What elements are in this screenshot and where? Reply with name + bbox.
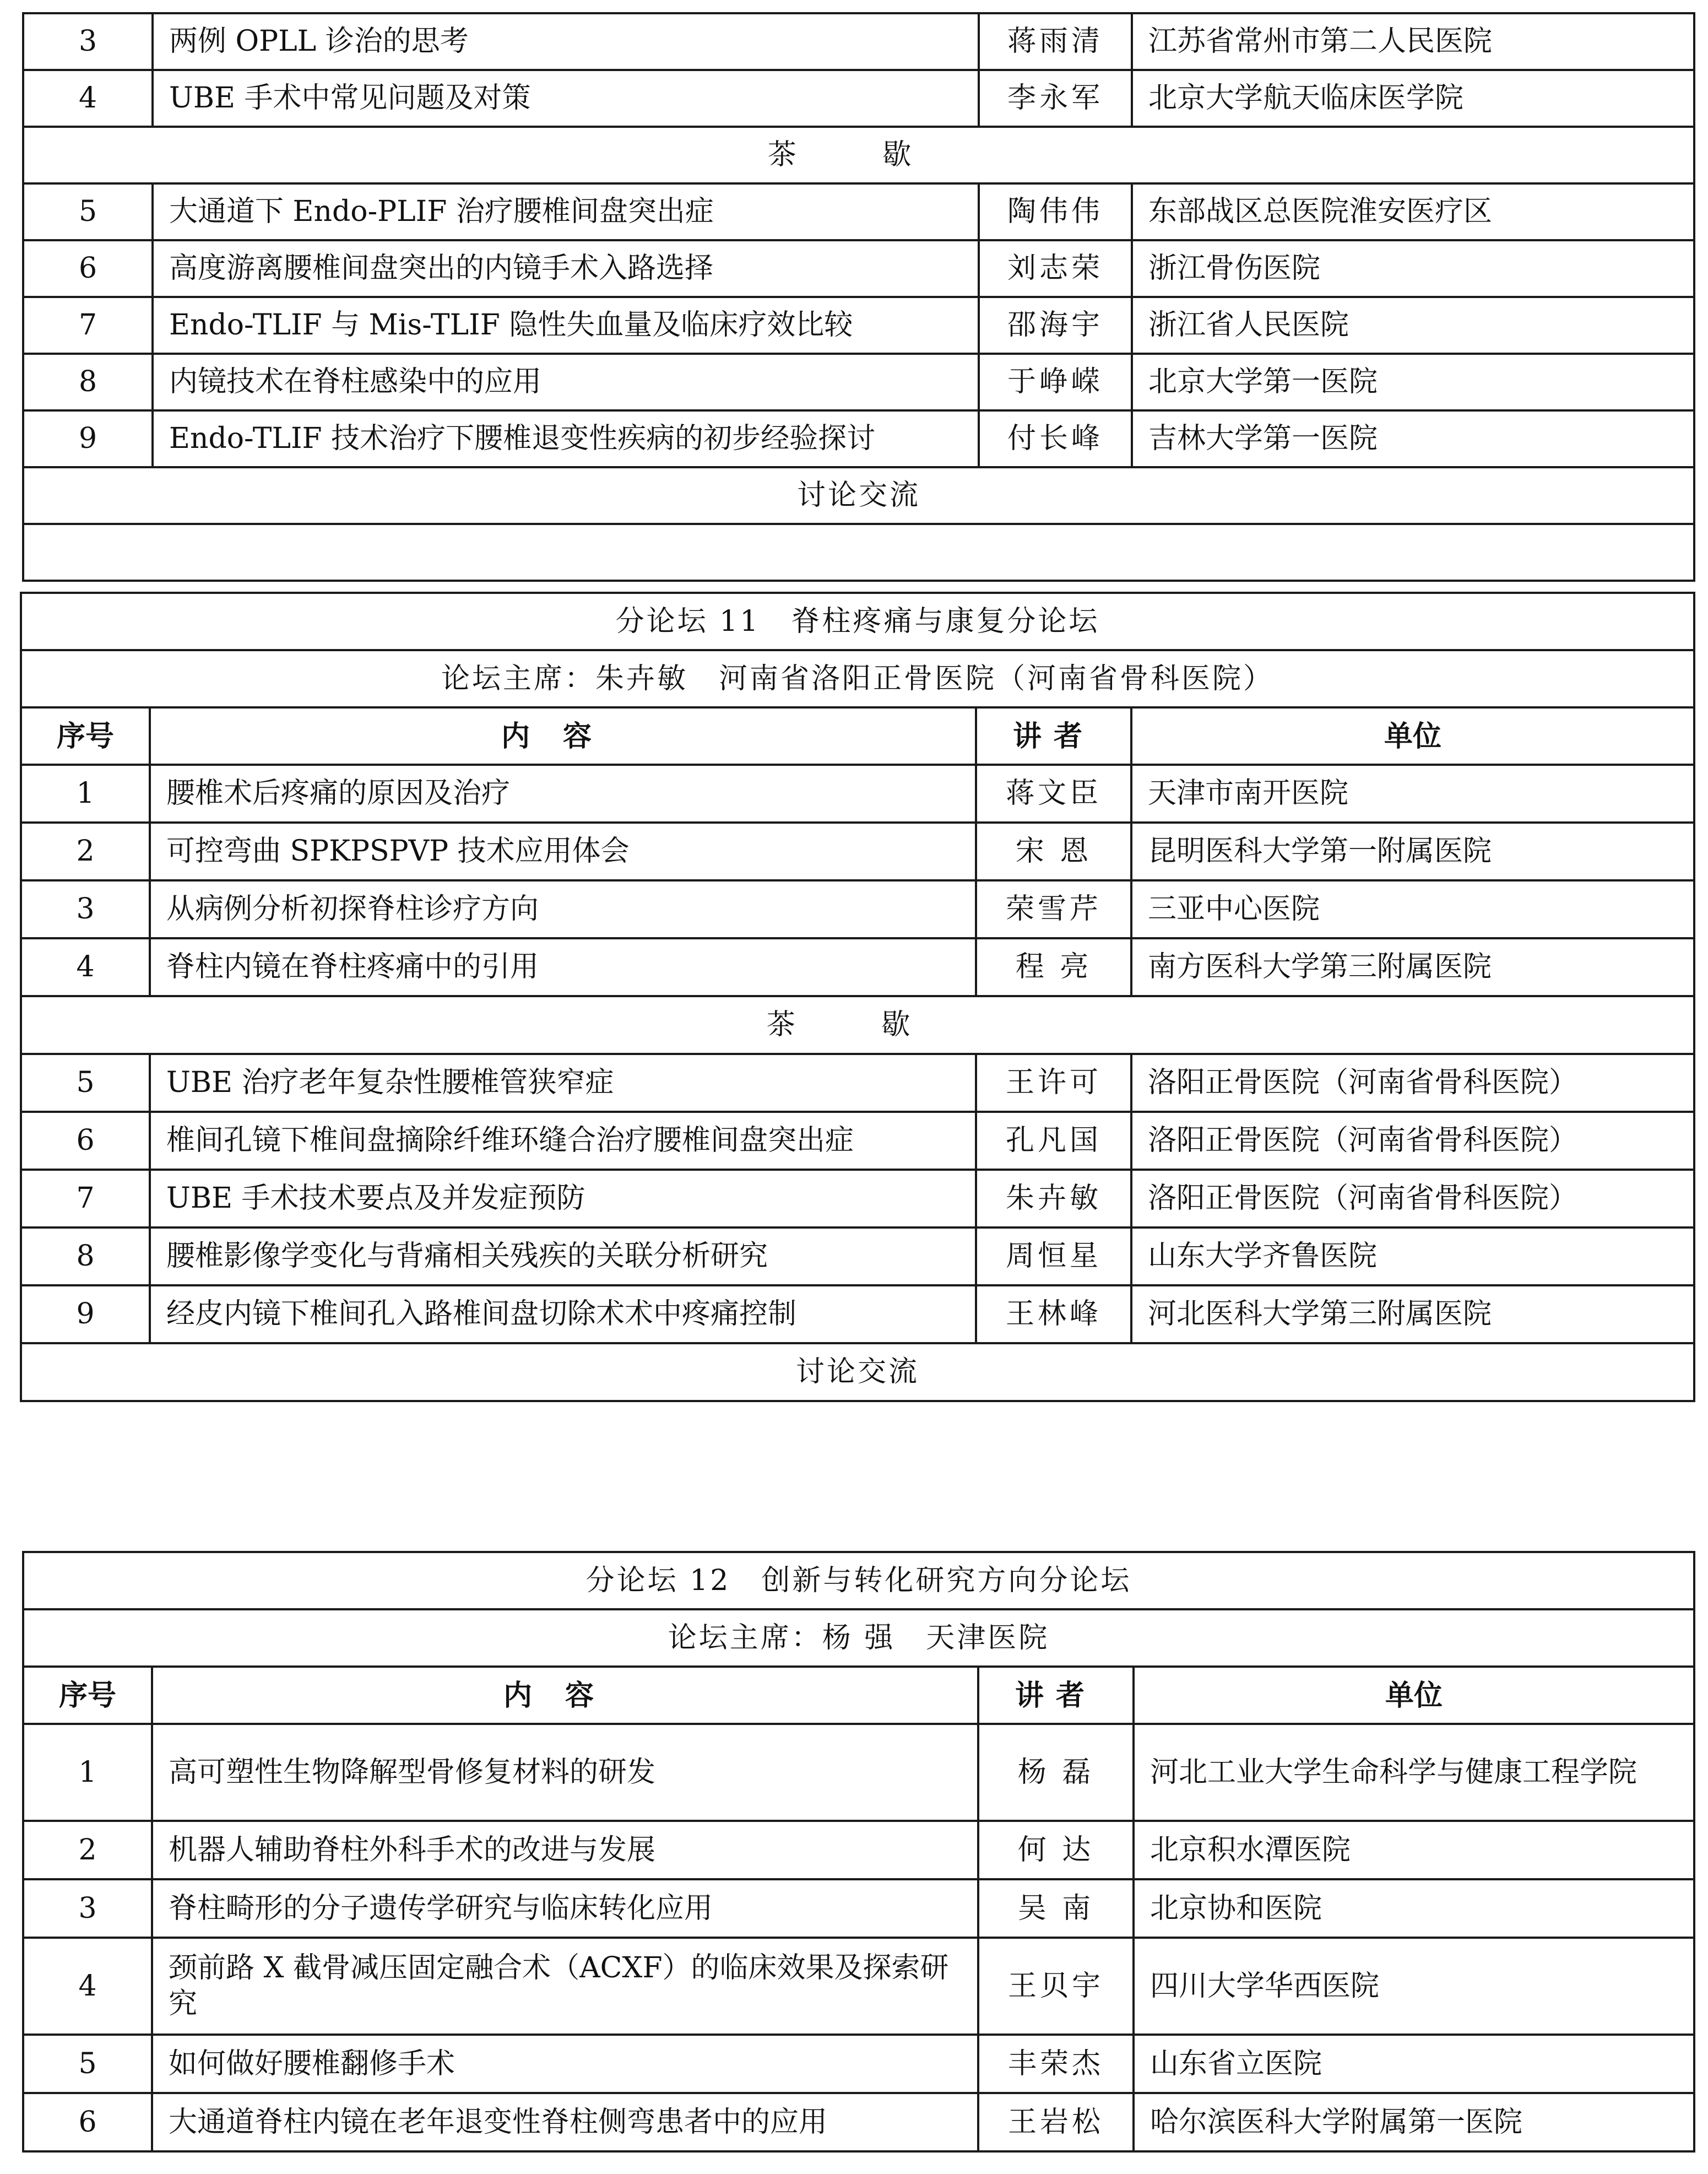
speaker-organization: 浙江骨伤医院 xyxy=(1132,240,1694,297)
speaker-name: 蒋雨清 xyxy=(979,13,1132,70)
speaker-organization: 山东大学齐鲁医院 xyxy=(1131,1227,1694,1285)
tea-break-row: 茶 歇 xyxy=(23,127,1694,183)
speaker-organization: 洛阳正骨医院（河南省骨科医院） xyxy=(1131,1054,1694,1112)
speaker-name: 丰荣杰 xyxy=(978,2035,1134,2093)
empty-row xyxy=(23,524,1694,581)
table-row xyxy=(23,1724,1694,1821)
table-row xyxy=(21,823,1694,880)
talk-topic: 可控弯曲 SPKPSPVP 技术应用体会 xyxy=(150,823,976,880)
talk-topic: 机器人辅助脊柱外科手术的改进与发展 xyxy=(152,1821,978,1879)
schedule-table-continued xyxy=(22,12,1695,582)
speaker-organization: 河北工业大学生命科学与健康工程学院 xyxy=(1134,1724,1694,1821)
row-number: 7 xyxy=(23,297,153,354)
speaker-name: 蒋文臣 xyxy=(976,765,1131,823)
forum11-header-row xyxy=(21,707,1694,765)
forum12-table xyxy=(22,1551,1695,2153)
row-number: 8 xyxy=(23,354,153,410)
table-row xyxy=(21,1112,1694,1170)
talk-topic: UBE 手术中常见问题及对策 xyxy=(153,70,979,127)
speaker-name: 何 达 xyxy=(978,1821,1134,1879)
speaker-organization: 江苏省常州市第二人民医院 xyxy=(1132,13,1694,70)
discussion-row: 讨论交流 xyxy=(23,467,1694,524)
row-number: 6 xyxy=(23,2093,152,2151)
talk-topic: 腰椎术后疼痛的原因及治疗 xyxy=(150,765,976,823)
talk-topic: 经皮内镜下椎间孔入路椎间盘切除术术中疼痛控制 xyxy=(150,1285,976,1343)
speaker-name: 程 亮 xyxy=(976,938,1131,996)
speaker-organization: 四川大学华西医院 xyxy=(1134,1938,1694,2035)
speaker-organization: 南方医科大学第三附属医院 xyxy=(1131,938,1694,996)
row-number: 8 xyxy=(21,1227,150,1285)
table-row xyxy=(23,183,1694,240)
speaker-name: 李永军 xyxy=(979,70,1132,127)
row-number: 6 xyxy=(21,1112,150,1170)
header-num: 序号 xyxy=(21,707,150,765)
header-speaker: 讲者 xyxy=(978,1667,1134,1724)
table-row xyxy=(21,1170,1694,1227)
speaker-organization: 河北医科大学第三附属医院 xyxy=(1131,1285,1694,1343)
table-row xyxy=(23,297,1694,354)
row-number: 1 xyxy=(23,1724,152,1821)
row-number: 7 xyxy=(21,1170,150,1227)
talk-topic: 从病例分析初探脊柱诊疗方向 xyxy=(150,880,976,938)
speaker-name: 邵海宇 xyxy=(979,297,1132,354)
header-topic: 内容 xyxy=(152,1667,978,1724)
row-number: 5 xyxy=(21,1054,150,1112)
speaker-name: 付长峰 xyxy=(979,410,1132,467)
speaker-organization: 北京协和医院 xyxy=(1134,1879,1694,1938)
speaker-name: 朱卉敏 xyxy=(976,1170,1131,1227)
table-row xyxy=(23,13,1694,70)
table-row xyxy=(23,240,1694,297)
talk-topic: UBE 手术技术要点及并发症预防 xyxy=(150,1170,976,1227)
speaker-name: 王岩松 xyxy=(978,2093,1134,2151)
header-num: 序号 xyxy=(23,1667,152,1724)
speaker-name: 吴 南 xyxy=(978,1879,1134,1938)
table-row xyxy=(23,354,1694,410)
speaker-organization: 洛阳正骨医院（河南省骨科医院） xyxy=(1131,1170,1694,1227)
speaker-organization: 天津市南开医院 xyxy=(1131,765,1694,823)
row-number: 3 xyxy=(23,1879,152,1938)
table-row xyxy=(21,1054,1694,1112)
speaker-organization: 山东省立医院 xyxy=(1134,2035,1694,2093)
row-number: 4 xyxy=(23,70,153,127)
talk-topic: 高度游离腰椎间盘突出的内镜手术入路选择 xyxy=(153,240,979,297)
row-number: 9 xyxy=(21,1285,150,1343)
speaker-organization: 北京积水潭医院 xyxy=(1134,1821,1694,1879)
speaker-name: 刘志荣 xyxy=(979,240,1132,297)
speaker-organization: 昆明医科大学第一附属医院 xyxy=(1131,823,1694,880)
speaker-name: 陶伟伟 xyxy=(979,183,1132,240)
row-number: 1 xyxy=(21,765,150,823)
talk-topic: 大通道下 Endo-PLIF 治疗腰椎间盘突出症 xyxy=(153,183,979,240)
forum11-table xyxy=(20,592,1695,1402)
speaker-name: 宋 恩 xyxy=(976,823,1131,880)
talk-topic: 内镜技术在脊柱感染中的应用 xyxy=(153,354,979,410)
talk-topic: 椎间孔镜下椎间盘摘除纤维环缝合治疗腰椎间盘突出症 xyxy=(150,1112,976,1170)
talk-topic: 两例 OPLL 诊治的思考 xyxy=(153,13,979,70)
speaker-organization: 洛阳正骨医院（河南省骨科医院） xyxy=(1131,1112,1694,1170)
talk-topic: Endo-TLIF 与 Mis-TLIF 隐性失血量及临床疗效比较 xyxy=(153,297,979,354)
talk-topic: UBE 治疗老年复杂性腰椎管狭窄症 xyxy=(150,1054,976,1112)
speaker-organization: 北京大学第一医院 xyxy=(1132,354,1694,410)
forum12-chair: 论坛主席：杨 强 天津医院 xyxy=(23,1609,1694,1667)
speaker-organization: 三亚中心医院 xyxy=(1131,880,1694,938)
talk-topic: 如何做好腰椎翻修手术 xyxy=(152,2035,978,2093)
talk-topic: 高可塑性生物降解型骨修复材料的研发 xyxy=(152,1724,978,1821)
table-row xyxy=(21,938,1694,996)
speaker-organization: 东部战区总医院淮安医疗区 xyxy=(1132,183,1694,240)
tea-break-row: 茶 歇 xyxy=(21,996,1694,1054)
talk-topic: 颈前路 X 截骨减压固定融合术（ACXF）的临床效果及探索研究 xyxy=(152,1938,978,2035)
table-row xyxy=(21,880,1694,938)
row-number: 6 xyxy=(23,240,153,297)
talk-topic: Endo-TLIF 技术治疗下腰椎退变性疾病的初步经验探讨 xyxy=(153,410,979,467)
forum12-header-row xyxy=(23,1667,1694,1724)
talk-topic: 腰椎影像学变化与背痛相关残疾的关联分析研究 xyxy=(150,1227,976,1285)
row-number: 2 xyxy=(21,823,150,880)
table-row xyxy=(23,1821,1694,1879)
talk-topic: 脊柱内镜在脊柱疼痛中的引用 xyxy=(150,938,976,996)
speaker-organization: 浙江省人民医院 xyxy=(1132,297,1694,354)
table-row xyxy=(21,1285,1694,1343)
forum11-chair: 论坛主席：朱卉敏 河南省洛阳正骨医院（河南省骨科医院） xyxy=(21,650,1694,707)
table-row xyxy=(21,1227,1694,1285)
speaker-organization: 哈尔滨医科大学附属第一医院 xyxy=(1134,2093,1694,2151)
table-row xyxy=(23,2035,1694,2093)
speaker-organization: 北京大学航天临床医学院 xyxy=(1132,70,1694,127)
forum11-title: 分论坛 11 脊柱疼痛与康复分论坛 xyxy=(21,593,1694,650)
speaker-name: 王贝宇 xyxy=(978,1938,1134,2035)
speaker-name: 王林峰 xyxy=(976,1285,1131,1343)
row-number: 3 xyxy=(21,880,150,938)
header-topic: 内容 xyxy=(150,707,976,765)
row-number: 3 xyxy=(23,13,153,70)
table-row xyxy=(23,1938,1694,2035)
speaker-name: 杨 磊 xyxy=(978,1724,1134,1821)
row-number: 5 xyxy=(23,183,153,240)
table-row xyxy=(23,2093,1694,2151)
talk-topic: 大通道脊柱内镜在老年退变性脊柱侧弯患者中的应用 xyxy=(152,2093,978,2151)
table-row xyxy=(23,70,1694,127)
row-number: 9 xyxy=(23,410,153,467)
discussion-row: 讨论交流 xyxy=(21,1343,1694,1401)
header-org: 单位 xyxy=(1134,1667,1694,1724)
row-number: 4 xyxy=(23,1938,152,2035)
row-number: 5 xyxy=(23,2035,152,2093)
table-row xyxy=(21,765,1694,823)
speaker-organization: 吉林大学第一医院 xyxy=(1132,410,1694,467)
row-number: 4 xyxy=(21,938,150,996)
speaker-name: 荣雪芹 xyxy=(976,880,1131,938)
table-row xyxy=(23,1879,1694,1938)
speaker-name: 王许可 xyxy=(976,1054,1131,1112)
speaker-name: 于峥嵘 xyxy=(979,354,1132,410)
row-number: 2 xyxy=(23,1821,152,1879)
table-row xyxy=(23,410,1694,467)
talk-topic: 脊柱畸形的分子遗传学研究与临床转化应用 xyxy=(152,1879,978,1938)
header-speaker: 讲者 xyxy=(976,707,1131,765)
forum12-title: 分论坛 12 创新与转化研究方向分论坛 xyxy=(23,1552,1694,1609)
speaker-name: 周恒星 xyxy=(976,1227,1131,1285)
header-org: 单位 xyxy=(1131,707,1694,765)
speaker-name: 孔凡国 xyxy=(976,1112,1131,1170)
